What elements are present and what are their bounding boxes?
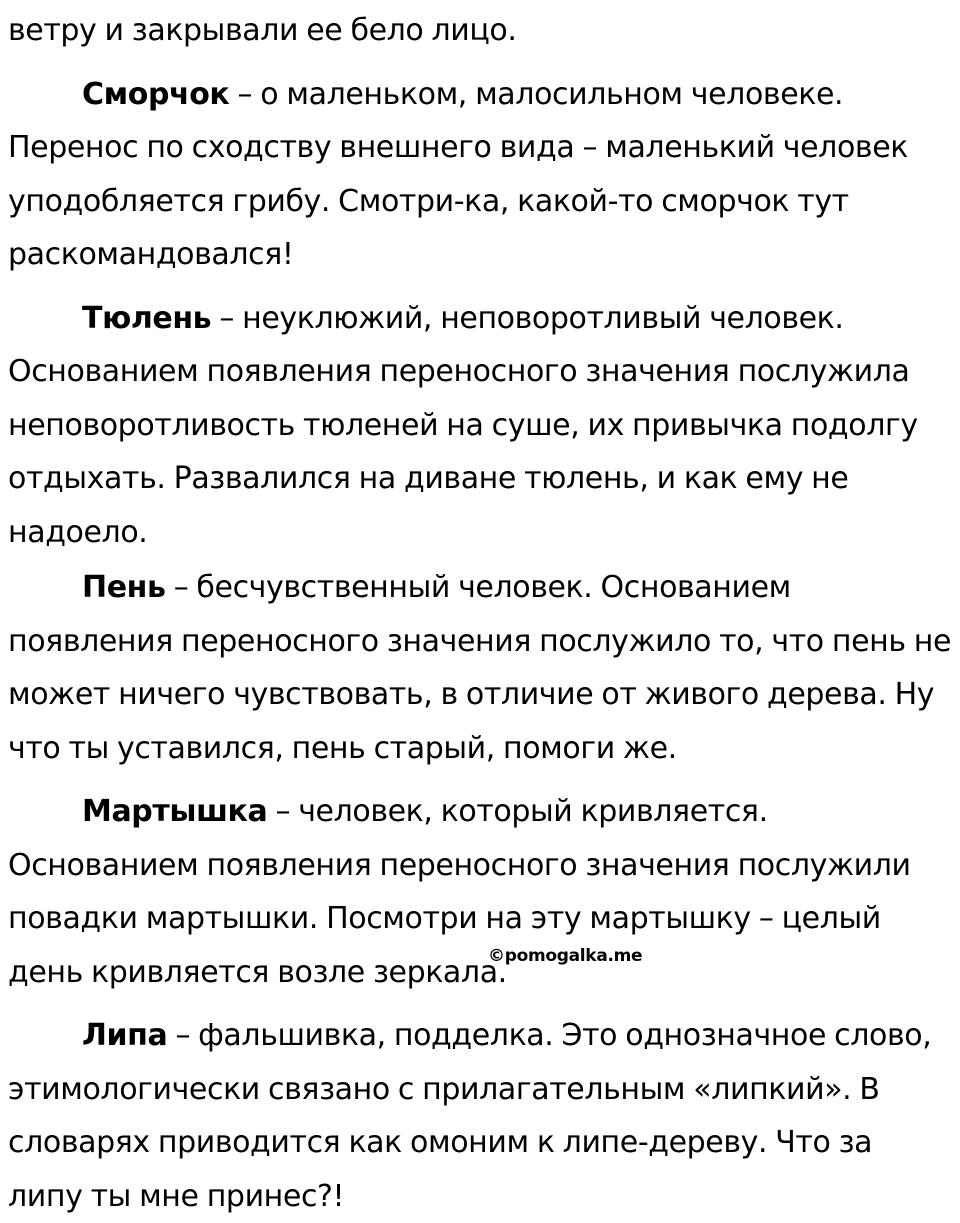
paragraph-lipa	[8, 1009, 952, 1223]
definition-lipa: – фальшивка, подделка. Это однозначное слово, этимологически связано с прилагательным «липкий». В словарях приводится как омоним к липе-дереву. Что за липу ты мне принес?!	[8, 1018, 932, 1214]
paragraph-continuation	[8, 4, 952, 58]
paragraph-text: ветру и закрывали ее бело лицо.	[8, 13, 517, 48]
paragraph-pen	[8, 561, 952, 775]
term-smorchok: Сморчок	[82, 76, 230, 112]
paragraph-tyulen	[8, 292, 952, 560]
term-lipa: Липа	[82, 1018, 168, 1053]
term-martyshka: Мартышка	[82, 794, 268, 829]
paragraph-martyshka	[8, 785, 952, 999]
definition-tyulen: – неуклюжий, неповоротливый человек. Основанием появления переносного значения послужила неповоротливость тюленей на суше, их привычка подолгу отдыхать. Развалился на диване тюлень, и как ему не надоело.	[8, 300, 918, 550]
document-page	[8, 0, 952, 1223]
definition-martyshka: – человек, который кривляется. Основанием появления переносного значения послужили повадки мартышки. Посмотри на эту мартышку – целый день кривляется возле зеркала.	[8, 794, 911, 990]
definition-smorchok: – о маленьком, малосильном человеке. Перенос по сходству внешнего вида – маленький человек уподобляется грибу. Смотри-ка, какой-то сморчок тут раскомандовался!	[8, 76, 908, 272]
watermark: ©pomogalka.me	[488, 946, 643, 966]
definition-pen: – бесчувственный человек. Основанием появления переносного значения послужило то, что пень не может ничего чувствовать, в отличие от живого дерева. Ну что ты уставился, пень старый, помоги же.	[8, 570, 952, 766]
term-tyulen: Тюлень	[82, 300, 212, 336]
paragraph-smorchok	[8, 68, 952, 282]
term-pen: Пень	[82, 570, 166, 605]
